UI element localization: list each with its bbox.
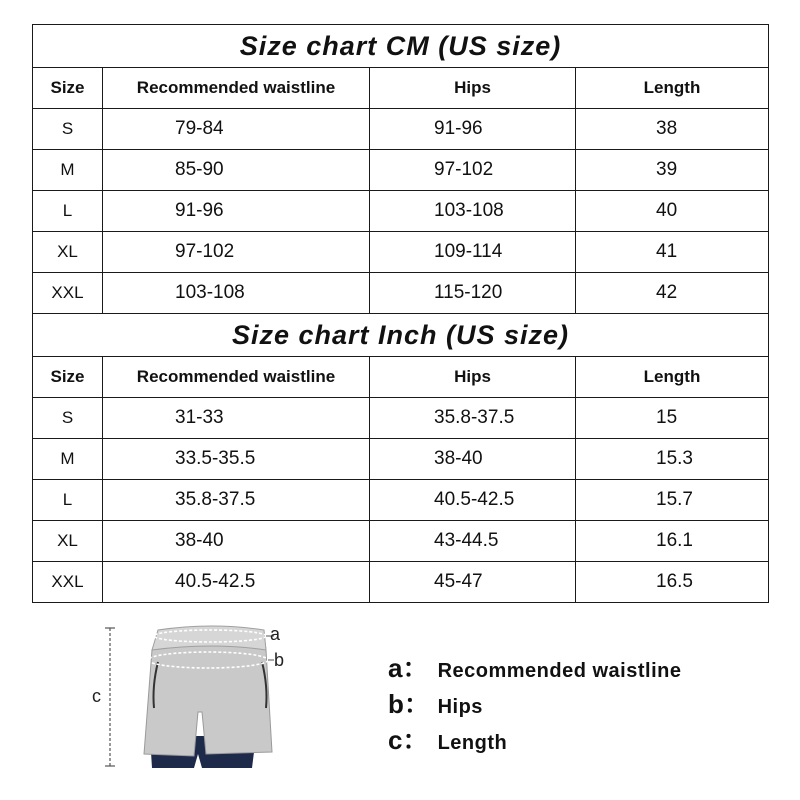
table-row [33,562,769,603]
waistline-cell: 85-90 [103,150,370,191]
cm-header-row [33,68,769,109]
col-header-size: Size [33,357,103,398]
col-header-size: Size [33,68,103,109]
hips-cell: 40.5-42.5 [370,480,576,521]
table-row [33,398,769,439]
hips-cell: 91-96 [370,109,576,150]
col-header-hips: Hips [370,357,576,398]
waistline-cell: 40.5-42.5 [103,562,370,603]
size-cell: XL [33,232,103,273]
col-header-waistline: Recommended waistline [103,68,370,109]
col-header-waistline: Recommended waistline [103,357,370,398]
length-cell: 15.3 [576,439,769,480]
waistline-cell: 33.5-35.5 [103,439,370,480]
measure-label-c: c [92,686,101,706]
size-cell: L [33,191,103,232]
hips-cell: 109-114 [370,232,576,273]
hips-cell: 45-47 [370,562,576,603]
size-cell: S [33,398,103,439]
col-header-length: Length [576,357,769,398]
shorts-icon [88,616,298,786]
size-cell: XXL [33,273,103,314]
size-cell: XL [33,521,103,562]
hips-cell: 43-44.5 [370,521,576,562]
length-cell: 15.7 [576,480,769,521]
size-cell: S [33,109,103,150]
waistline-cell: 35.8-37.5 [103,480,370,521]
legend-key: a： [388,653,429,683]
cm-title-row [33,25,769,68]
col-header-length: Length [576,68,769,109]
waistline-cell: 91-96 [103,191,370,232]
table-row [33,232,769,273]
cm-table-title: Size chart CM (US size) [33,25,769,68]
measure-label-a: a [270,624,281,644]
waistline-cell: 103-108 [103,273,370,314]
length-cell: 16.5 [576,562,769,603]
length-cell: 38 [576,109,769,150]
legend-text: Length [437,732,508,754]
shorts-illustration [88,616,298,786]
size-chart-table [32,24,769,603]
length-cell: 42 [576,273,769,314]
length-cell: 15 [576,398,769,439]
size-cell: L [33,480,103,521]
size-cell: M [33,150,103,191]
inch-table-title: Size chart Inch (US size) [33,314,769,357]
inch-title-row [33,314,769,357]
table-row [33,109,769,150]
length-cell: 40 [576,191,769,232]
inch-header-row [33,357,769,398]
hips-cell: 35.8-37.5 [370,398,576,439]
table-row [33,191,769,232]
hips-cell: 38-40 [370,439,576,480]
table-row [33,150,769,191]
legend-key: b： [388,689,430,719]
measure-label-b: b [274,650,285,670]
waistline-cell: 97-102 [103,232,370,273]
legend-item-a [388,648,681,685]
legend-item-b [388,684,483,721]
table-row [33,480,769,521]
size-cell: M [33,439,103,480]
size-cell: XXL [33,562,103,603]
hips-cell: 97-102 [370,150,576,191]
legend-text: Hips [437,696,483,718]
table-row [33,439,769,480]
length-cell: 16.1 [576,521,769,562]
length-cell: 39 [576,150,769,191]
waistline-cell: 31-33 [103,398,370,439]
legend-text: Recommended waistline [437,660,682,682]
waistline-cell: 79-84 [103,109,370,150]
legend-key: c： [388,725,429,755]
hips-cell: 103-108 [370,191,576,232]
length-cell: 41 [576,232,769,273]
waistline-cell: 38-40 [103,521,370,562]
table-row [33,521,769,562]
col-header-hips: Hips [370,68,576,109]
legend-item-c [388,720,507,757]
hips-cell: 115-120 [370,273,576,314]
table-row [33,273,769,314]
